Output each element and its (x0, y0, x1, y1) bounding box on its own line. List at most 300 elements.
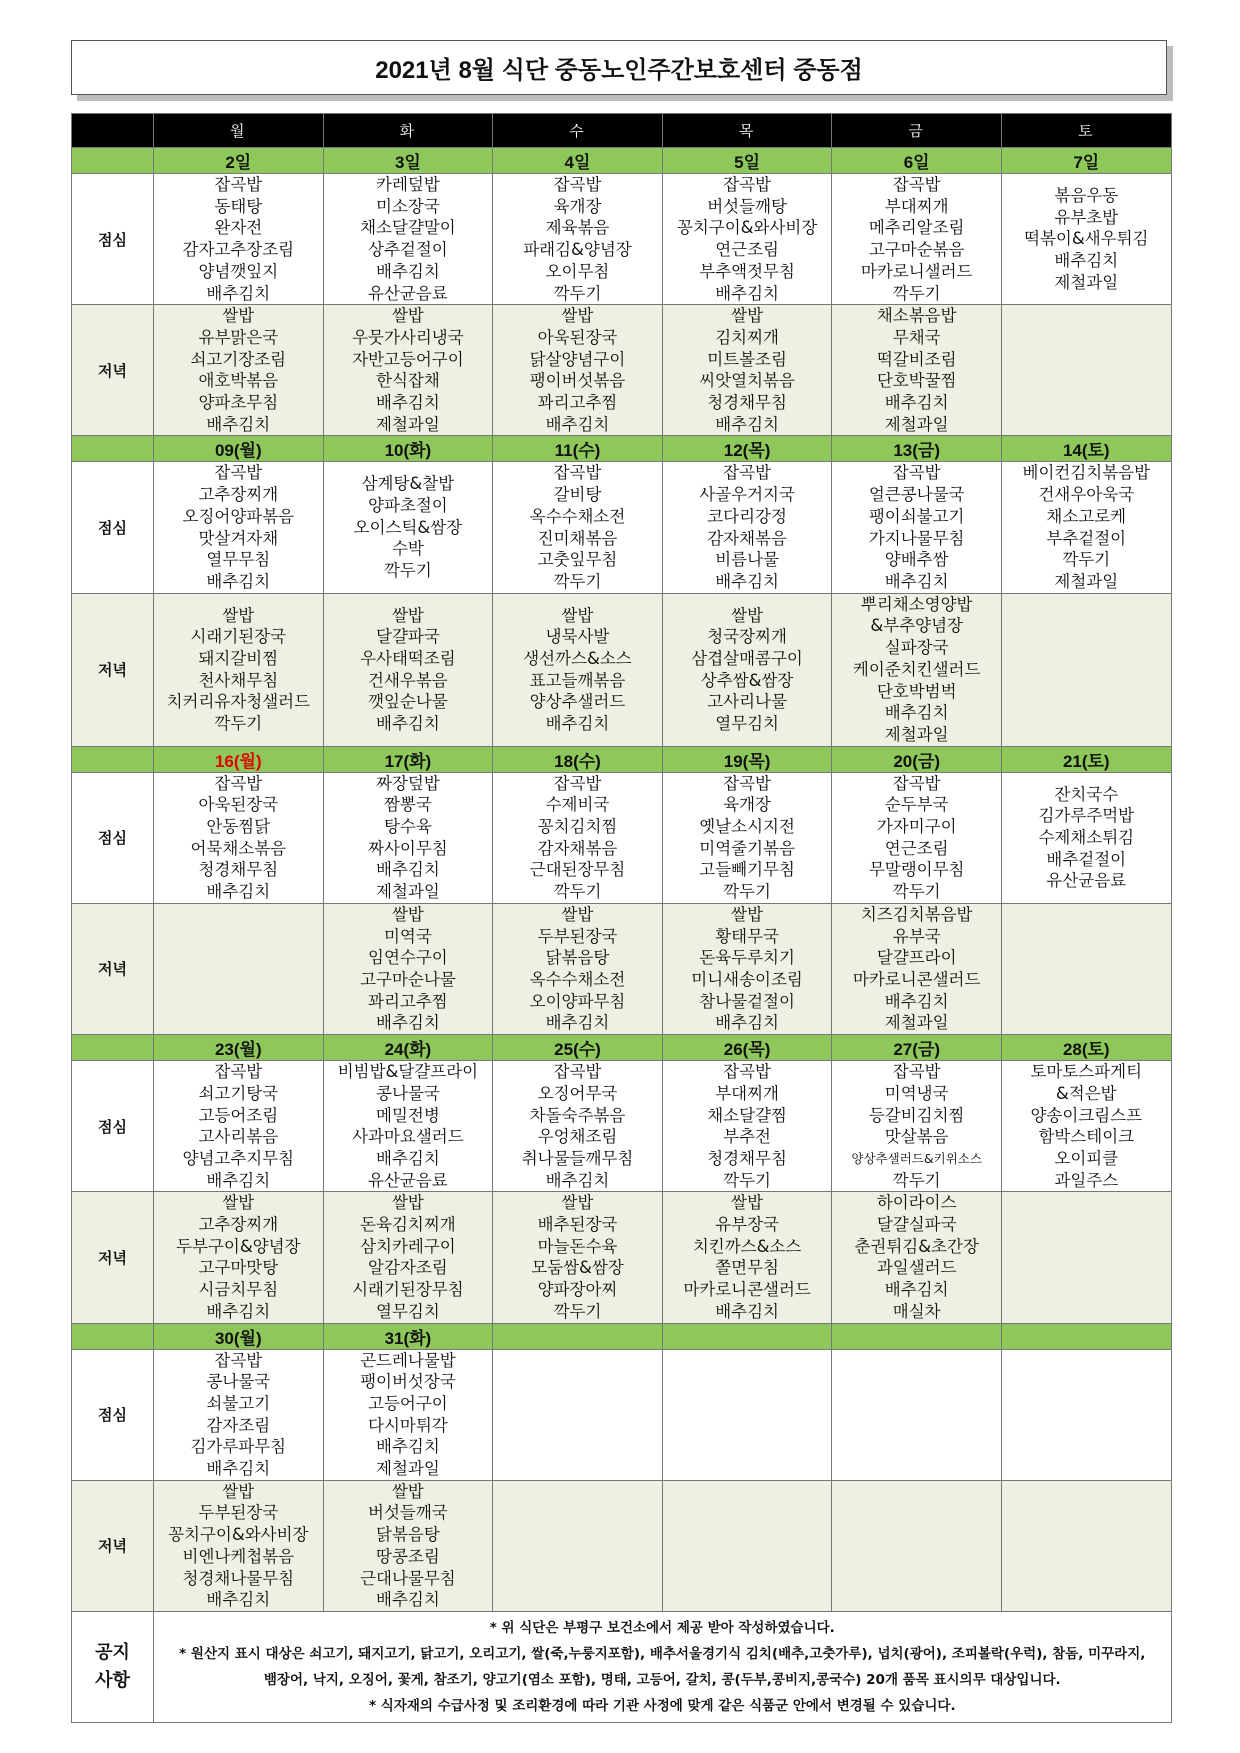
menu-item: 삼계탕&찰밥 (361, 474, 455, 494)
lunch-row (72, 1349, 1172, 1480)
menu-item: 부추겉절이 (1046, 528, 1127, 548)
menu-item: 잡곡밥 (214, 773, 263, 793)
menu-item: 쇠불고기 (206, 1393, 271, 1413)
menu-item: 깍두기 (553, 571, 602, 591)
menu-item: 부대찌개 (715, 1083, 779, 1103)
notice-text (154, 1611, 1172, 1722)
menu-item: 비엔나케첩볶음 (182, 1546, 295, 1566)
menu-item: 치즈김치볶음밥 (860, 904, 973, 924)
dinner-menu-cell (832, 1192, 1002, 1323)
lunch-menu-cell (662, 1061, 832, 1192)
menu-item: 깻잎순나물 (368, 692, 448, 712)
menu-item: 고추장찌개 (198, 1215, 279, 1235)
header-corner (72, 114, 154, 148)
menu-item: 열무무침 (206, 550, 271, 570)
notice-line: 뱀장어, 낙지, 오징어, 꽃게, 참조기, 양고기(염소 포함), 명태, 고등어, 갈치, 콩(두부,콩비지,콩국수) 20개 품목 표시의무 대상입니다. (263, 1671, 1061, 1688)
lunch-menu-cell (493, 1061, 663, 1192)
menu-item: 잡곡밥 (553, 773, 602, 793)
date-cell: 23(월) (154, 1035, 324, 1061)
menu-item: 우엉채조림 (537, 1127, 618, 1147)
menu-item: 배추김치 (715, 571, 779, 591)
menu-item: 감자채볶음 (537, 838, 618, 858)
menu-item: 깍두기 (1062, 550, 1111, 570)
date-cell (832, 1323, 1002, 1349)
menu-item: 팽이버섯장국 (360, 1372, 456, 1392)
menu-item: 잡곡밥 (214, 1062, 263, 1082)
lunch-menu-cell (493, 174, 663, 305)
menu-item: 등갈비김치찜 (868, 1105, 965, 1125)
menu-item: 잡곡밥 (553, 175, 602, 194)
menu-item: 잡곡밥 (723, 773, 771, 793)
menu-item: 베이컨김치볶음밥 (1022, 463, 1151, 483)
dinner-menu-cell (493, 903, 663, 1034)
menu-item: 배추김치 (545, 1170, 610, 1190)
menu-item: 팽이쇠불고기 (868, 506, 965, 526)
lunch-row (72, 462, 1172, 593)
date-cell: 19(목) (662, 746, 832, 772)
menu-item: 깍두기 (892, 1170, 941, 1190)
menu-item: 옥수수채소전 (529, 969, 626, 989)
menu-item: 자반고등어구이 (352, 349, 464, 369)
lunch-label: 점심 (72, 772, 154, 903)
menu-item: 상추쌈&쌈장 (700, 670, 794, 690)
dinner-menu-cell (662, 305, 832, 436)
menu-item: 가자미구이 (876, 817, 957, 837)
menu-item: 고추장찌개 (198, 485, 279, 505)
dinner-menu-cell (832, 903, 1002, 1034)
menu-item: 마카로니콘샐러드 (852, 969, 981, 989)
menu-item: 참나물겉절이 (699, 991, 795, 1011)
dinner-row (72, 1480, 1172, 1611)
menu-item: 사골우거지국 (699, 485, 795, 505)
menu-item: 깍두기 (892, 882, 941, 902)
lunch-row (72, 174, 1172, 305)
menu-item: 제철과일 (1054, 272, 1119, 292)
menu-item: 쌀밥 (222, 1481, 255, 1501)
dinner-menu-cell (1001, 305, 1171, 436)
notice-row (72, 1611, 1172, 1722)
menu-item: 쌀밥 (391, 306, 424, 326)
menu-item: 배추김치 (206, 283, 271, 303)
menu-item: 배추김치 (884, 991, 949, 1011)
date-cell (493, 1323, 663, 1349)
menu-item: 배추김치 (884, 1280, 949, 1300)
menu-item: 제철과일 (376, 882, 440, 902)
dinner-menu-cell (662, 1192, 832, 1323)
menu-item: 열무김치 (715, 714, 779, 734)
menu-item: 배추겉절이 (1046, 849, 1127, 869)
date-cell: 27(금) (832, 1035, 1002, 1061)
menu-item: 임연수구이 (368, 948, 448, 968)
menu-item: 순두부국 (884, 795, 949, 815)
menu-item: 쌀밥 (561, 904, 594, 924)
notice-label-line2: 사항 (95, 1669, 130, 1691)
date-row (72, 1323, 1172, 1349)
menu-item: 무말랭이무침 (868, 860, 965, 880)
menu-item: 배추김치 (545, 1013, 610, 1033)
date-cell: 09(월) (154, 436, 324, 462)
menu-item: 잡곡밥 (892, 463, 941, 483)
menu-item: 양념깻잎지 (198, 261, 279, 281)
menu-item: 버섯들깨국 (368, 1503, 448, 1523)
notice-line: * 위 식단은 부평구 보건소에서 제공 받아 작성하였습니다. (489, 1619, 835, 1636)
menu-item: 잡곡밥 (892, 1062, 941, 1082)
menu-item: 꽁치구이&와사비장 (676, 218, 818, 238)
menu-item: 하이라이스 (876, 1193, 957, 1213)
lunch-menu-cell (1001, 772, 1171, 903)
dinner-menu-cell (323, 1480, 493, 1611)
date-cell: 26(목) (662, 1035, 832, 1061)
menu-item: 춘권튀김&초간장 (854, 1236, 979, 1256)
lunch-menu-cell (323, 1349, 493, 1480)
menu-item: 다시마튀각 (368, 1415, 448, 1435)
dinner-menu-cell (154, 305, 324, 436)
notice-label-line1: 공지 (95, 1641, 130, 1663)
menu-item: 양념고추지무침 (182, 1148, 295, 1168)
dinner-menu-cell (154, 903, 324, 1034)
menu-item: 닭볶음탕 (545, 948, 610, 968)
menu-item: 제철과일 (376, 414, 440, 434)
menu-item: 콩나물국 (206, 1372, 271, 1392)
menu-item: 천사채무침 (198, 670, 279, 690)
menu-item: 배추김치 (376, 1013, 440, 1033)
menu-item: 양상추샐러드&키위소스 (851, 1150, 982, 1166)
menu-item: 마늘돈수육 (537, 1236, 618, 1256)
menu-item: 육개장 (553, 196, 602, 216)
menu-item: 꽈리고추찜 (368, 991, 448, 1011)
dinner-menu-cell (832, 1480, 1002, 1611)
date-cell: 14(토) (1001, 436, 1171, 462)
lunch-menu-cell (662, 174, 832, 305)
menu-item: 열무김치 (376, 1301, 440, 1321)
dinner-menu-cell (323, 1192, 493, 1323)
menu-item: 토마토스파게티 (1030, 1062, 1143, 1082)
menu-item: 청경채무침 (707, 393, 787, 413)
menu-item: &적은밥 (1055, 1083, 1117, 1103)
menu-table (71, 113, 1172, 1723)
lunch-label: 점심 (72, 462, 154, 593)
menu-item: 쌀밥 (731, 1193, 764, 1213)
menu-item: 고구마맛탕 (198, 1258, 279, 1278)
menu-item: 잡곡밥 (892, 175, 941, 194)
menu-item: 배추김치 (715, 283, 779, 303)
dinner-menu-cell (832, 593, 1002, 746)
lunch-menu-cell (662, 772, 832, 903)
menu-item: 배추김치 (715, 1301, 779, 1321)
date-cell: 5일 (662, 148, 832, 174)
menu-item: 잡곡밥 (214, 463, 263, 483)
dinner-menu-cell (1001, 1480, 1171, 1611)
menu-item: 깍두기 (553, 1301, 602, 1321)
menu-item: 깍두기 (383, 561, 432, 581)
date-row-corner (72, 746, 154, 772)
menu-item: 배추김치 (545, 714, 610, 734)
menu-item: 제철과일 (884, 414, 949, 434)
lunch-menu-cell (493, 772, 663, 903)
menu-item: 부추전 (723, 1127, 771, 1147)
menu-item: 오징어양파볶음 (182, 506, 295, 526)
dinner-label: 저녁 (72, 1192, 154, 1323)
menu-item: 상추겉절이 (368, 240, 448, 260)
menu-item: 제육볶음 (545, 218, 610, 238)
menu-item: 케이준치킨샐러드 (852, 659, 981, 679)
date-cell: 4일 (493, 148, 663, 174)
date-cell: 2일 (154, 148, 324, 174)
menu-item: 치킨까스&소스 (692, 1236, 802, 1256)
menu-item: 꽁치김치찜 (537, 817, 618, 837)
dinner-label: 저녁 (72, 1480, 154, 1611)
menu-item: 감자조림 (206, 1415, 271, 1435)
menu-item: 채소달걀말이 (360, 218, 456, 238)
menu-item: 우사태떡조림 (360, 648, 456, 668)
lunch-menu-cell (1001, 1349, 1171, 1480)
dinner-menu-cell (493, 305, 663, 436)
dinner-label: 저녁 (72, 903, 154, 1034)
menu-item: 잡곡밥 (723, 463, 771, 483)
menu-item: 고들빼기무침 (699, 860, 795, 880)
menu-item: 쌀밥 (391, 1193, 424, 1213)
menu-item: 두부구이&양념장 (176, 1236, 301, 1256)
notice-line: * 식자재의 수급사정 및 조리환경에 따라 기관 사정에 맞게 같은 식품군 안에서 변경될 수 있습니다. (368, 1697, 956, 1714)
lunch-label: 점심 (72, 1349, 154, 1480)
menu-item: 잔치국수 (1054, 784, 1119, 804)
menu-item: 사과마요샐러드 (352, 1127, 464, 1147)
menu-item: 배추김치 (376, 1148, 440, 1168)
menu-item: 오이무침 (545, 261, 610, 281)
menu-item: 배추김치 (206, 1170, 271, 1190)
date-row-corner (72, 436, 154, 462)
menu-item: 제철과일 (1054, 571, 1119, 591)
lunch-menu-cell (1001, 1061, 1171, 1192)
menu-item: 수제채소튀김 (1038, 827, 1135, 847)
lunch-row (72, 1061, 1172, 1192)
menu-item: 비빔밥&달걀프라이 (337, 1062, 479, 1082)
dinner-row (72, 305, 1172, 436)
menu-item: 고춧잎무침 (537, 550, 618, 570)
menu-item: 청경채나물무침 (182, 1568, 295, 1588)
date-cell (662, 1323, 832, 1349)
weekday-wed: 수 (493, 114, 663, 148)
menu-item: 배추김치 (206, 571, 271, 591)
menu-item: 한식잡채 (376, 371, 440, 391)
menu-item: 탕수육 (383, 817, 432, 837)
menu-item: 미역냉국 (884, 1083, 949, 1103)
dinner-menu-cell (323, 593, 493, 746)
menu-item: 알감자조림 (368, 1258, 448, 1278)
menu-item: 배추김치 (206, 1459, 271, 1479)
menu-item: 양상추샐러드 (529, 692, 626, 712)
menu-item: 배추김치 (206, 1301, 271, 1321)
menu-item: 곤드레나물밥 (360, 1350, 456, 1370)
menu-item: 잡곡밥 (553, 1062, 602, 1082)
menu-item: 시래기된장무침 (352, 1280, 464, 1300)
menu-item: 우뭇가사리냉국 (352, 327, 464, 347)
menu-item: 배추김치 (206, 414, 271, 434)
notice-label (72, 1611, 154, 1722)
date-cell: 18(수) (493, 746, 663, 772)
menu-item: 유부맑은국 (198, 327, 279, 347)
lunch-menu-cell (323, 772, 493, 903)
menu-item: 맛살겨자채 (198, 528, 279, 548)
date-cell: 28(토) (1001, 1035, 1171, 1061)
menu-item: 배추김치 (1054, 250, 1119, 270)
date-cell: 16(월) (154, 746, 324, 772)
lunch-menu-cell (1001, 462, 1171, 593)
menu-item: 근대된장무침 (529, 860, 626, 880)
menu-item: 과일샐러드 (876, 1258, 957, 1278)
menu-item: 배추김치 (206, 1590, 271, 1610)
dinner-menu-cell (832, 305, 1002, 436)
menu-item: 수박 (391, 539, 424, 559)
menu-item: 김치찌개 (715, 327, 779, 347)
menu-item: 쌀밥 (561, 306, 594, 326)
menu-item: 배추김치 (715, 1013, 779, 1033)
menu-item: 애호박볶음 (198, 371, 279, 391)
lunch-menu-cell (154, 174, 324, 305)
menu-item: 옛날소시지전 (699, 817, 795, 837)
menu-item: 단호박꿀찜 (876, 371, 957, 391)
menu-item: 생선까스&소스 (523, 648, 632, 668)
lunch-menu-cell (493, 1349, 663, 1480)
date-cell: 7일 (1001, 148, 1171, 174)
dinner-menu-cell (323, 903, 493, 1034)
dinner-row (72, 903, 1172, 1034)
menu-item: 시금치무침 (198, 1280, 279, 1300)
lunch-row (72, 772, 1172, 903)
menu-item: 갈비탕 (553, 485, 602, 505)
menu-item: 메추리알조림 (868, 218, 965, 238)
menu-item: 쇠고기장조림 (190, 349, 287, 369)
date-cell: 11(수) (493, 436, 663, 462)
menu-item: 고등어구이 (368, 1393, 448, 1413)
menu-item: 유부초밥 (1054, 207, 1119, 227)
date-cell: 25(수) (493, 1035, 663, 1061)
dinner-menu-cell (154, 593, 324, 746)
date-row (72, 148, 1172, 174)
menu-item: 쌀밥 (222, 605, 255, 625)
menu-item: 오이양파무침 (529, 991, 626, 1011)
menu-item: 쌀밥 (561, 605, 594, 625)
menu-item: 배추김치 (206, 882, 271, 902)
menu-item: 청국장찌개 (707, 627, 787, 647)
menu-item: 청경채무침 (707, 1148, 787, 1168)
menu-item: 배추김치 (545, 414, 610, 434)
menu-item: 건새우볶음 (368, 670, 448, 690)
menu-item: 마카로니샐러드 (860, 261, 973, 281)
dinner-label: 저녁 (72, 593, 154, 746)
dinner-menu-cell (323, 305, 493, 436)
menu-item: 유산균음료 (368, 1170, 448, 1190)
date-row (72, 436, 1172, 462)
menu-item: 유산균음료 (1046, 871, 1127, 891)
menu-item: 함박스테이크 (1038, 1127, 1135, 1147)
weekday-mon: 월 (154, 114, 324, 148)
menu-item: 가지나물무침 (868, 528, 965, 548)
menu-item: 동태탕 (214, 196, 263, 216)
menu-item: 배추김치 (715, 414, 779, 434)
menu-item: 잡곡밥 (723, 175, 771, 194)
menu-item: 고사리나물 (707, 692, 787, 712)
menu-item: 깍두기 (723, 882, 771, 902)
date-cell: 20(금) (832, 746, 1002, 772)
dinner-label: 저녁 (72, 305, 154, 436)
menu-item: &부추양념장 (870, 616, 963, 636)
menu-item: 안동찜닭 (206, 817, 271, 837)
menu-item: 근대나물무침 (360, 1568, 456, 1588)
menu-item: 배추김치 (884, 393, 949, 413)
weekday-sat: 토 (1001, 114, 1171, 148)
menu-item: 카레덮밥 (376, 175, 440, 194)
menu-item: 실파장국 (884, 638, 949, 658)
menu-item: 무채국 (892, 327, 941, 347)
menu-item: 시래기된장국 (190, 627, 287, 647)
menu-item: 달걀파국 (376, 627, 440, 647)
menu-item: 미니새송이조림 (691, 969, 803, 989)
menu-item: 뿌리채소영양밥 (860, 594, 973, 614)
menu-item: 치커리유자청샐러드 (166, 692, 311, 712)
menu-item: 얼큰콩나물국 (868, 485, 965, 505)
menu-item: 양배추쌈 (884, 550, 949, 570)
menu-item: 닭살양념구이 (529, 349, 626, 369)
menu-item: 고등어조림 (198, 1105, 279, 1125)
lunch-menu-cell (832, 772, 1002, 903)
menu-item: 두부된장국 (198, 1503, 279, 1523)
menu-item: 양파초무침 (198, 393, 279, 413)
dinner-menu-cell (662, 593, 832, 746)
menu-item: 쌀밥 (561, 1193, 594, 1213)
menu-item: 오징어무국 (537, 1083, 618, 1103)
menu-item: 메밀전병 (376, 1105, 440, 1125)
menu-item: 쇠고기탕국 (198, 1083, 279, 1103)
menu-item: 팽이버섯볶음 (529, 371, 626, 391)
menu-item: 오이피클 (1054, 1148, 1119, 1168)
date-cell (1001, 1323, 1171, 1349)
menu-item: 육개장 (723, 795, 771, 815)
menu-item: 오이스틱&쌈장 (353, 517, 463, 537)
lunch-menu-cell (493, 462, 663, 593)
lunch-menu-cell (832, 1349, 1002, 1480)
menu-item: 연근조림 (884, 838, 949, 858)
menu-item: 과일주스 (1054, 1170, 1119, 1190)
date-cell: 21(토) (1001, 746, 1171, 772)
menu-item: 땅콩조림 (376, 1546, 440, 1566)
menu-item: 청경채무침 (198, 860, 279, 880)
menu-item: 잡곡밥 (892, 773, 941, 793)
menu-item: 잡곡밥 (723, 1062, 771, 1082)
lunch-menu-cell (323, 1061, 493, 1192)
lunch-menu-cell (154, 1061, 324, 1192)
menu-item: 유부국 (892, 926, 941, 946)
lunch-menu-cell (662, 462, 832, 593)
menu-item: 쌀밥 (731, 605, 764, 625)
menu-item: 콩나물국 (376, 1083, 440, 1103)
menu-item: 진미채볶음 (537, 528, 618, 548)
lunch-menu-cell (832, 174, 1002, 305)
menu-item: 부대찌개 (884, 196, 949, 216)
menu-item: 꽈리고추찜 (537, 393, 618, 413)
page-title: 2021년 8월 식단 중동노인주간보호센터 중동점 (71, 40, 1167, 95)
menu-item: 표고들깨볶음 (529, 670, 626, 690)
menu-item: 짜장덮밥 (376, 773, 440, 793)
date-row-corner (72, 1323, 154, 1349)
lunch-menu-cell (832, 462, 1002, 593)
menu-item: 깍두기 (214, 714, 263, 734)
menu-item: 깍두기 (553, 283, 602, 303)
menu-item: 쌀밥 (391, 904, 424, 924)
menu-item: 황태무국 (715, 926, 779, 946)
weekday-fri: 금 (832, 114, 1002, 148)
lunch-menu-cell (154, 462, 324, 593)
